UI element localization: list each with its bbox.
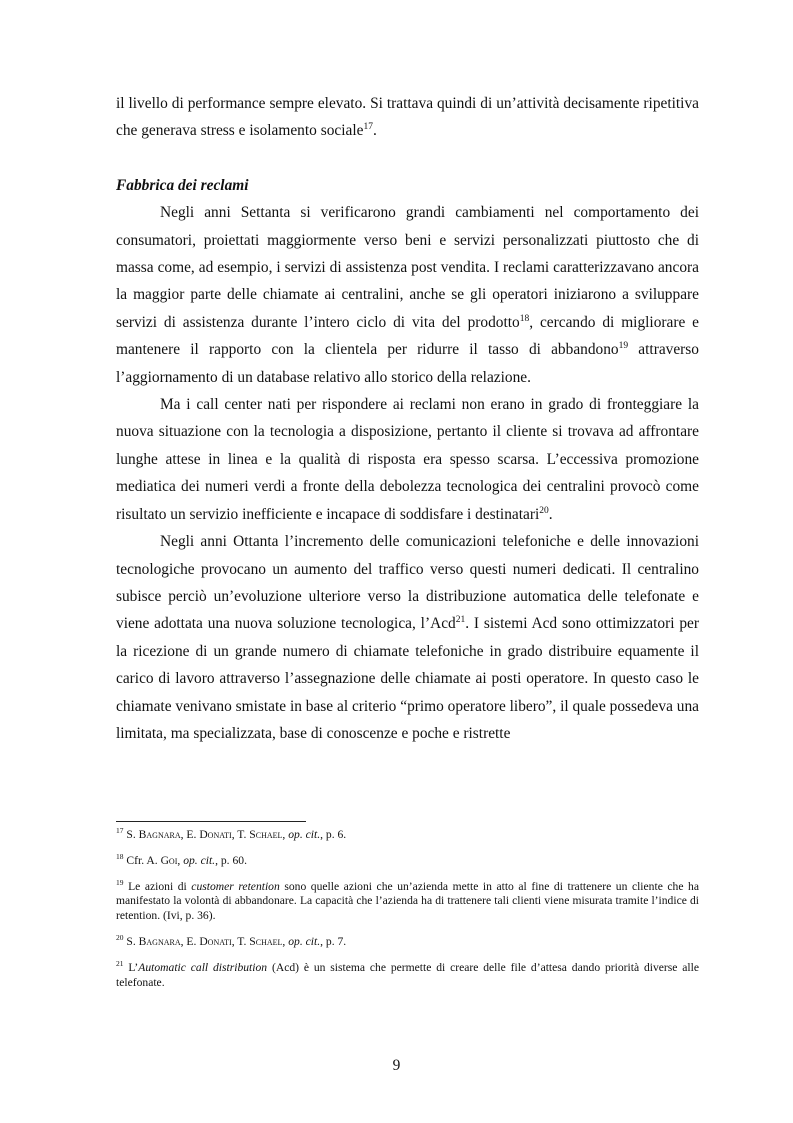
section-heading: Fabbrica dei reclami bbox=[116, 176, 249, 194]
footnote-20: $^{20}$ S. Bagnara, E. Donati, T. Schael, op. cit., p. 7. bbox=[116, 933, 347, 948]
footnote-ref-21[interactable]: 21 bbox=[455, 615, 466, 626]
footnote-ref-17[interactable]: 17 bbox=[363, 122, 373, 133]
footnote-separator bbox=[116, 821, 306, 822]
paragraph-settanta: Negli anni Settanta si verificarono grandi cambiamenti nel comportamento dei consumatori, proiettati maggiormente verso beni e servizi personalizzati piuttosto che di massa come, ad esempio, i servizi di assistenza post vendita. I reclami caratterizzavano ancora la maggior parte delle chiamate ai centralini, anche se gli operatori iniziarono a sviluppare servizi di assistenza durante l’intero ciclo di vita del prodotto$^{18}$, cercando di migliorare e mantenere il rapporto con la clientela per ridurre il tasso di abbandono$^{19}$ attraverso l’aggiornamento di un database relativo allo storico della relazione. bbox=[116, 204, 699, 386]
footnote-ref-20[interactable]: 20 bbox=[539, 505, 549, 516]
paragraph-ottanta: Negli anni Ottanta l’incremento delle comunicazioni telefoniche e delle innovazioni tecnologiche provocano un aumento del traffico verso questi numeri dedicati. Il centralino subisce perciò un’evoluzione ulteriore verso la distribuzione automatica delle telefonate e viene adottata una nuova soluzione tecnologica, l’Acd$^{21}$. I sistemi Acd sono ottimizzatori per la ricezione di un grande numero di chiamate telefoniche in grado distribuire equamente il carico di lavoro attraverso l’assegnazione delle chiamate ai posti operatore. In questo caso le chiamate venivano smistate in base al criterio “primo operatore libero”, il quale possedeva una limitata, ma specializzata, base di conoscenze e poche e ristrette bbox=[116, 533, 699, 742]
footnote-18: $^{18}$ Cfr. A. Goi, op. cit., p. 60. bbox=[116, 851, 247, 867]
paragraph-continued: il livello di performance sempre elevato. Si trattava quindi di un’attività decisamente ripetitiva che generava stress e isolamento sociale$^{17}$. bbox=[116, 95, 699, 140]
footnotes bbox=[116, 828, 699, 1001]
paragraph-call-center: Ma i call center nati per rispondere ai reclami non erano in grado di fronteggiare la nuova situazione con la tecnologia a disposizione, pertanto il cliente si trovava ad affrontare lunghe attese in linea e la qualità di risposta era spesso scarsa. L’eccessiva promozione mediatica dei numeri verdi a fronte della debolezza tecnologica dei centralini provocò come risultato un servizio inefficiente e incapace di soddisfare i destinatari$^{20}$. bbox=[116, 396, 699, 523]
footnote-ref-19[interactable]: 19 bbox=[618, 341, 629, 352]
footnote-17: $^{17}$ S. Bagnara, E. Donati, T. Schael, op. cit., p. 6. bbox=[116, 826, 347, 841]
page-number: 9 bbox=[392, 1057, 401, 1074]
main-text bbox=[116, 90, 699, 747]
footnote-ref-18[interactable]: 18 bbox=[519, 313, 530, 324]
footnote-19: $^{19}$ Le azioni di customer retention sono quelle azioni che un’azienda mette in atto al fine di trattenere un cliente che ha manifestato la volontà di abbandonare. La capacità che l’azienda ha di trattenere tali clienti viene misurata tramite l’indice di retention. (Ivi, p. 36). bbox=[116, 877, 699, 923]
footnote-21: $^{21}$ L’Automatic call distribution (Acd) è un sistema che permette di creare delle file d’attesa dando priorità diverse alle telefonate. bbox=[116, 958, 700, 989]
